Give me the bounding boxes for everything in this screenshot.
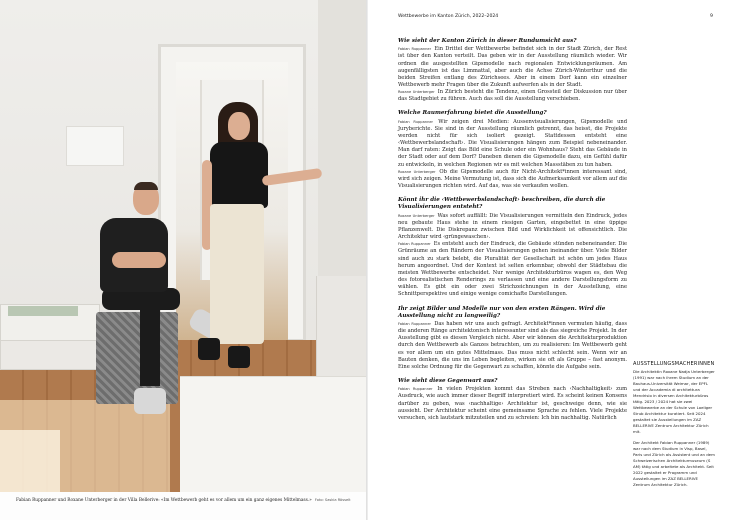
sidebar-title: AUSSTELLUNGSMACHERINNEN [633, 361, 715, 367]
interview-body [398, 38, 627, 429]
speaker-name: Roxane Unterberger [398, 90, 435, 95]
speaker-name: Roxane Unterberger [398, 213, 435, 218]
page-number: 9 [710, 14, 713, 19]
interview-answer [398, 321, 627, 371]
interview-question: Wie sieht diese Gegenwart aus? [398, 378, 498, 384]
woman-shoe-second [228, 346, 250, 368]
answer-text: Ob die Gipsmodelle auch für Nicht-Architekt*innen interessant sind, wird sich zeigen. Meine Vermutung ist, dass sich die Aufmerksamkeit vor allem auf die Visualisierungen richten wird. Auf das, was sie verkaufen wollen. [398, 168, 628, 190]
photo-pedestal [180, 376, 367, 492]
speaker-name: Fabian Ruppanner [398, 47, 432, 52]
interview-section [398, 197, 627, 298]
answer-text: Das haben wir uns auch gefragt. Architekt*innen vermuten häufig, dass die anderen Ränge architektonisch interessanter sind als das siegreiche Projekt. In der Ausstellung gibt es diesen Vergleich nicht. Aber wir können die Architekturproduktion durch den Wettbewerb als Ganzes betrachten, um zu realisieren: Im Wettbewerb geht es vor allem um ein gutes Mittelmass. Das muss nicht schlecht sein. Wenn wir an Bauten denken, die uns im Leben begleiten, wirken sie oft als Gruppe – fast anonym. Eine solche Ordnung für die Gegenwart zu schaffen, könnte die Aufgabe sein. [398, 320, 628, 370]
photo-credit: Foto: Saskia Rösselt [314, 498, 351, 502]
man-hair [134, 182, 158, 190]
answer-text: In vielen Projekten kommt das Streben nach ‹Nachhaltigkeit› zum Ausdruck, wie auch immer dieser Begriff interpretiert wird. Es scheint keinen Konsens darüber zu geben, was ‹nachhaltige› Architektur ist, geschweige denn, wie sie aussieht. Der Architektur scheint eine gemeinsame Sprache zu fehlen. Viele Projekte versuchen, sich lautstark mitzuteilen und zu schreien: Ich bin nachhaltig. Natürlich [398, 386, 627, 421]
interview-section [398, 378, 627, 422]
photo-floor-sunlight-bright [0, 430, 60, 492]
woman-face [228, 112, 250, 140]
interview-section [398, 38, 627, 103]
woman-torso [210, 142, 268, 208]
interview-section [398, 110, 627, 190]
speaker-name: Fabian Ruppanner [398, 387, 433, 392]
running-head: Wettbewerbe im Kanton Zürich, 2022–2024 [398, 14, 499, 19]
photo-caption [16, 497, 361, 504]
man-shoe [134, 388, 166, 414]
answer-text: Was sofort auffällt: Die Visualisierungen vermitteln den Eindruck, jedes neu gebaute Haus stehe in einem riesigen Garten, eingebettet in eine üppige Pflanzenwelt. Die Diskrepanz zwischen Bild und Wirklichkeit ist offensichtlich. Die Architektur wird ‹grüngewaschen›. [398, 212, 628, 241]
answer-text: Ein Drittel der Wettbewerbe befindet sich in der Stadt Zürich, der Rest ist über den Kanton verteilt. Das geben wir in der Ausstellung räumlich wieder. Wir ordnen die ausgestellten Gipsmodelle nach regionalen Entwicklungsräumen. Am augenfälligsten ist das Limmattal, aber auch die Achse Zürich-Winterthur und die beiden Streifen entlang des Zürichsees. Aber in einem Dorf kann ein einzelner Wettbewerb mehr Fragen über die Zukunft aufwerfen als in der Stadt. [398, 46, 628, 88]
interview-question: Könnt ihr die ‹Wettbewerbslandschaft› beschreiben, die durch die Visualisierungen entsteht? [398, 197, 606, 211]
interview-question: Wie sieht der Kanton Zürich in dieser Rundumsicht aus? [398, 38, 577, 44]
right-page [368, 0, 735, 520]
interview-answer [398, 119, 627, 169]
speaker-name: Fabian Ruppanner [398, 119, 434, 124]
interview-answer [398, 46, 627, 89]
interview-answer [398, 213, 627, 242]
sidebar-bio: Der Architekt Fabian Ruppanner (1989) war nach dem Studium in Visp, Basel, Paris und Zürich als Assistent und an dem Schweizerischen Architekturmuseum (S AM) tätig und arbeitete als Architekt. Seit 2022 gestaltet er Programm und Ausstellungen im ZAZ BELLERIVE Zentrum Architektur Zürich. [633, 439, 715, 487]
interview-question: Welche Raumerfahrung bietet die Ausstellung? [398, 110, 547, 117]
sidebar-bio: Die Architektin Roxane Nadja Unterberger (1991) war nach ihrem Studium an der Bauhaus-Universität Weimar, der EPFL und der Accademia di architettura Mendrisio in diversen Architekturbüros tätig. 2023 / 2024 hat sie zwei Wettbewerbe an der Schule von Loeliger Strub Architektur kuratiert. Seit 2024 gestaltet sie Ausstellungen im ZAZ BELLERIVE Zentrum Architektur Zürich mit. [633, 369, 715, 435]
speaker-name: Fabian Ruppanner [398, 242, 431, 247]
woman-shoe [198, 338, 220, 360]
plaster-model [8, 306, 78, 316]
answer-text: In Zürich besteht die Tendenz, einen Grossteil der Diskussion nur über das Stadtgebiet zu führen. Auch das soll die Ausstellung verschieben. [398, 89, 628, 103]
model-table-base [0, 340, 98, 370]
interview-answer [398, 241, 627, 298]
interview-question: Ihr zeigt Bilder und Modelle nur von den ersten Rängen. Wird die Ausstellung nicht zu langweilig? [398, 305, 606, 319]
woman-pants [210, 204, 264, 344]
wall-plaque [66, 126, 124, 166]
left-page [0, 0, 367, 520]
caption-text: Fabian Ruppanner und Roxane Unterberger in der Villa Bellerive: «Im Wettbewerb geht es vor allem um ein ganz eigenes Mittelmass.» [16, 498, 312, 503]
photo-side-panel [316, 276, 367, 386]
speaker-name: Fabian Ruppanner [398, 321, 432, 326]
interview-answer [398, 386, 627, 422]
answer-text: Es entsteht auch der Eindruck, die Gebäude stünden nebeneinander. Die Grünräume an den Rändern der Visualisierungen gehen ineinander über. Viele Bilder sind auch zu stark belebt, die Pluralität der Gesellschaft ist schön um jedes Haus herum angeordnet. Und der Kontext ist selten erkennbar, obwohl der Städtebau die meisten Wettbewerbe entscheidet. Nur wenige Architekturbüros wagen es, den Weg des fotorealistischen Renderings zu verlassen und eine andere Darstellungsform zu wählen. Es gibt ein oder zwei Strichzeichnungen in der Ausstellung, eine Schnittperspektive und einige wenige comichafte Darstellungen. [398, 241, 628, 298]
interview-section [398, 306, 627, 372]
interview-answer [398, 169, 627, 190]
man-shin [140, 300, 160, 386]
man-arm [112, 252, 166, 268]
interview-photo [0, 0, 367, 492]
speaker-name: Roxane Unterberger [398, 169, 436, 174]
interview-answer [398, 89, 627, 103]
answer-text: Wir zeigen drei Medien: Aussenvisualisierungen, Gipsmodelle und Juryberichte. Sie sind in der Ausstellung räumlich getrennt, das heisst, die Projekte werden nicht für sich isoliert gezeigt. Stattdessen entsteht eine ‹Wettbewerbslandschaft›. Die Visualisierungen hängen zum Beispiel nebeneinander. Man darf raten: Zeigt das Bild eine Schule oder ein Wohnhaus? Steht das Gebäude in der Stadt oder auf dem Dorf? Daneben dienen die Gipsmodelle dazu, ein Gefühl dafür zu entwickeln, in welchen Regionen wir es mit welchen Massstäben zu tun haben. [398, 118, 628, 168]
curators-sidebar [633, 361, 715, 492]
